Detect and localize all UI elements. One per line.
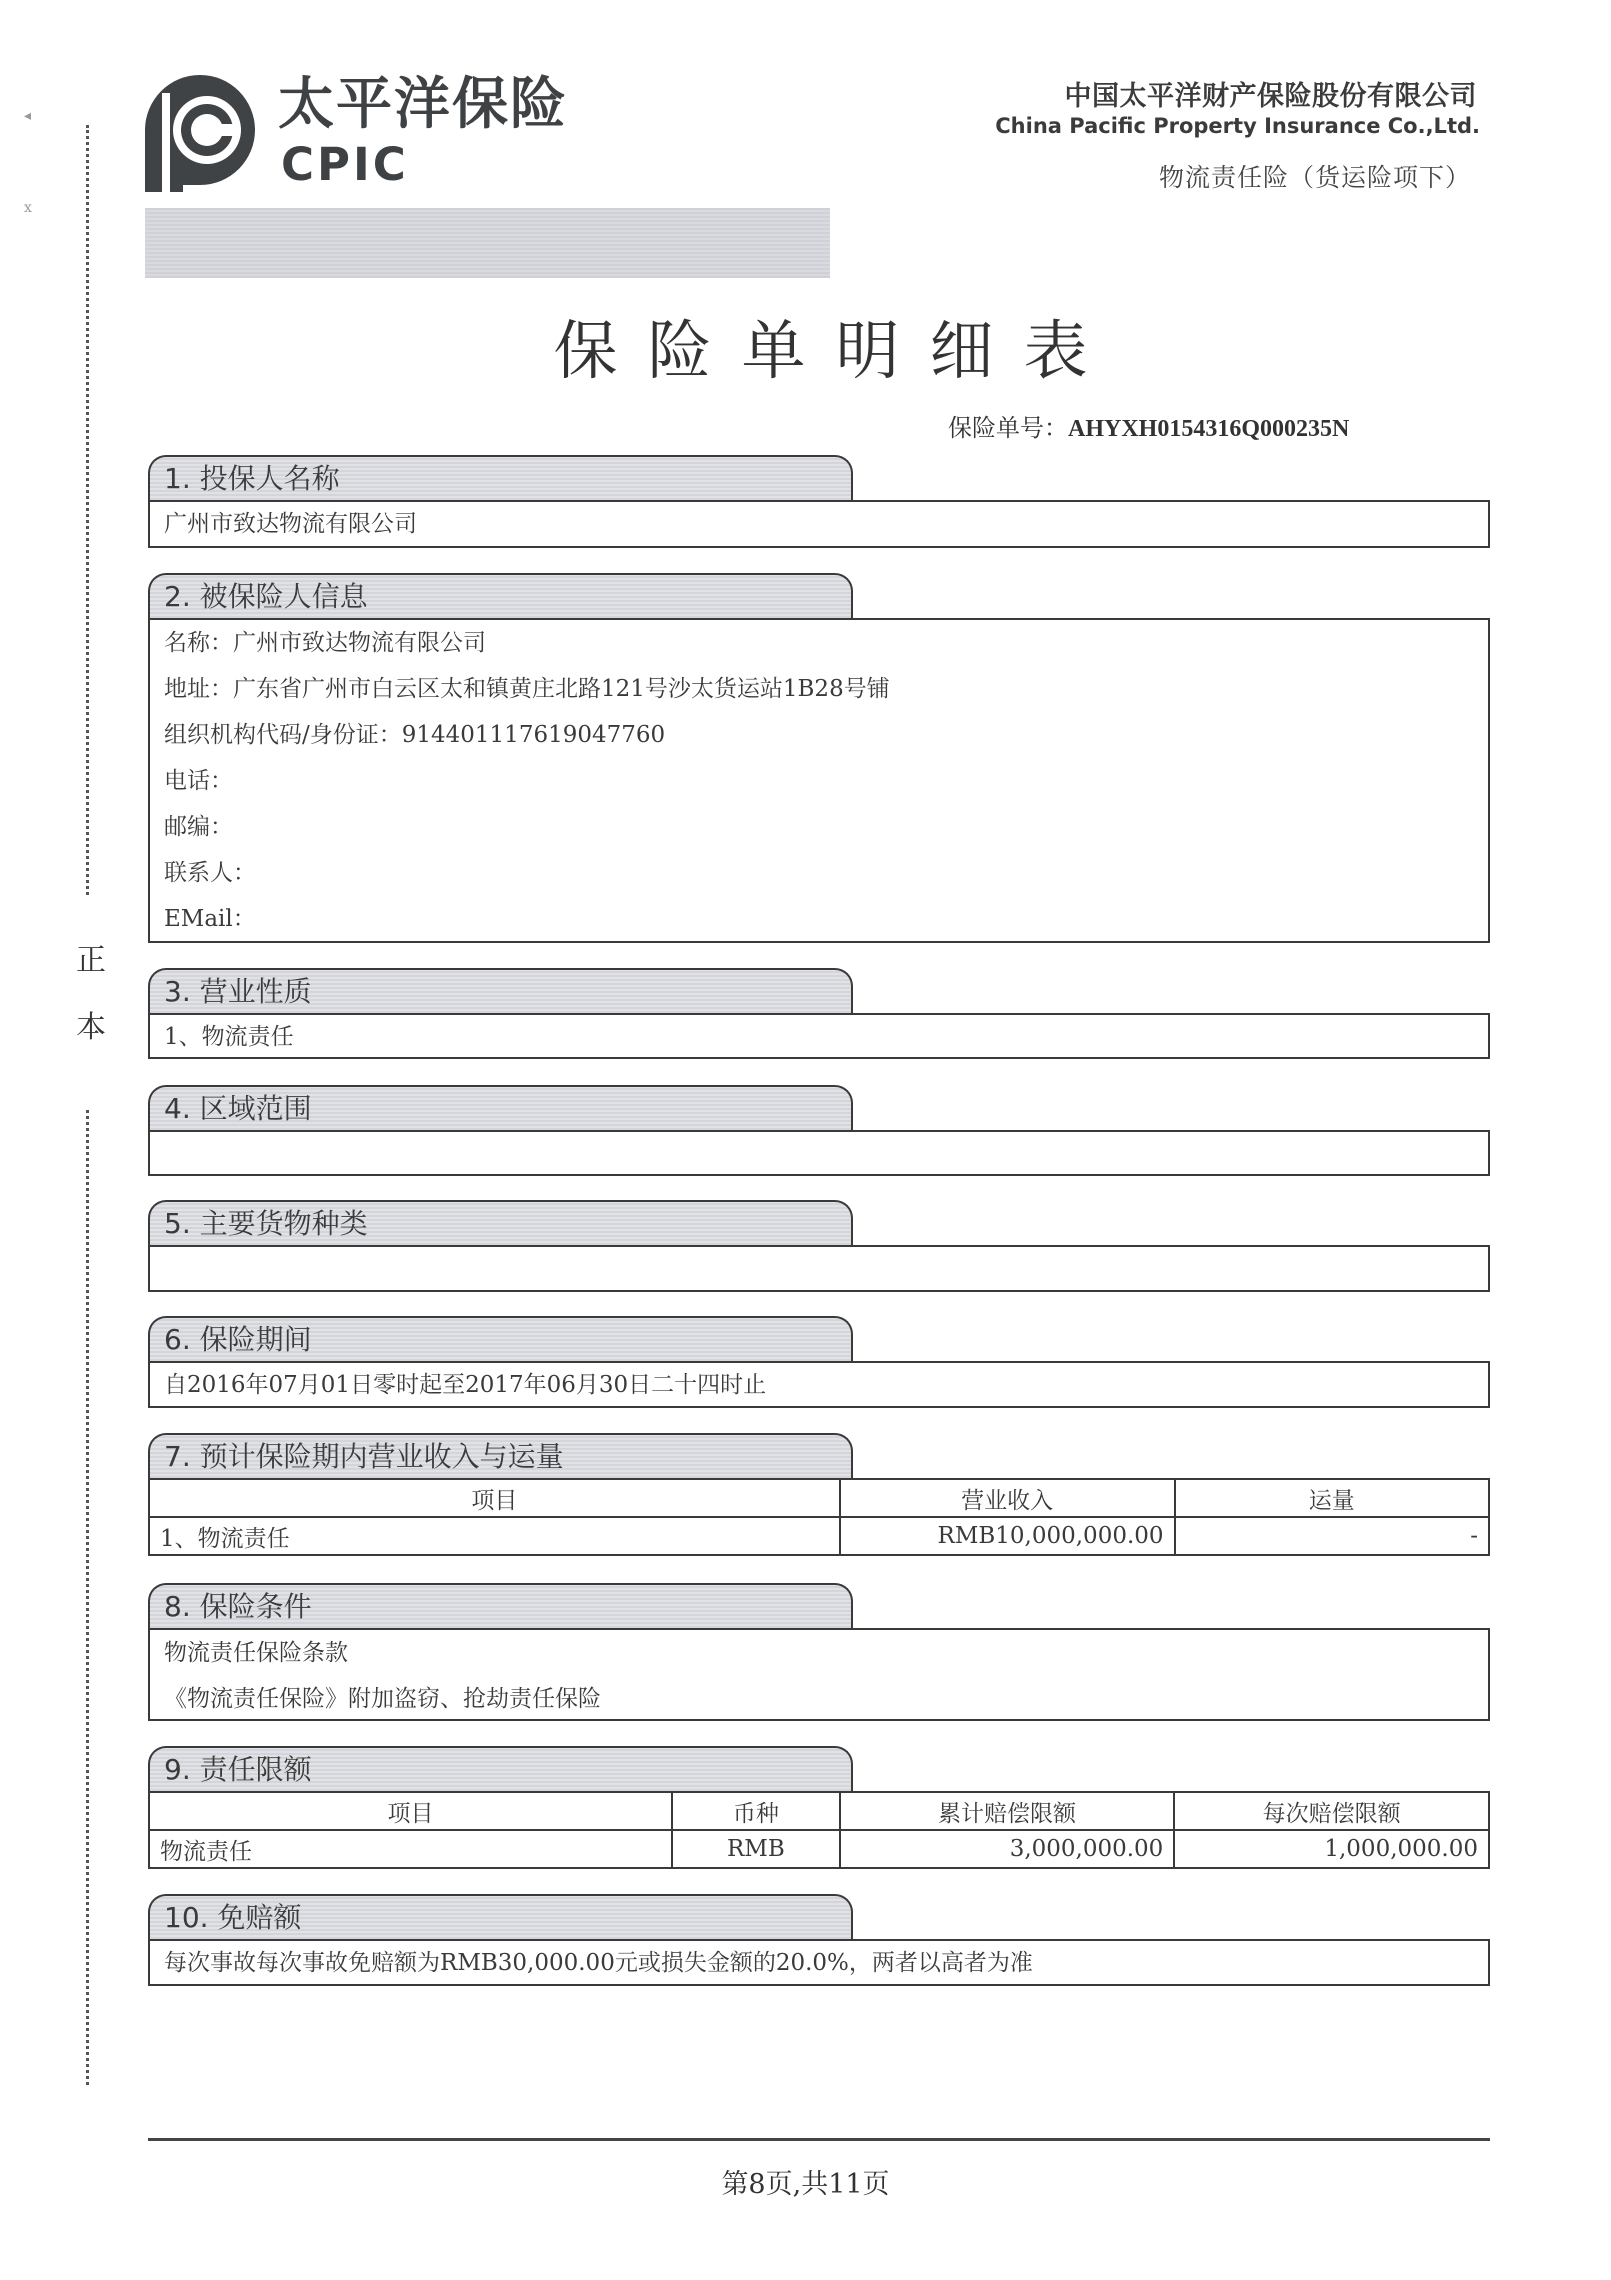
page-number: 第8页,共11页 (721, 2169, 890, 2200)
section-8-header: 8. 保险条件 (148, 1583, 853, 1628)
company-name-en: China Pacific Property Insurance Co.,Ltd. (995, 114, 1480, 138)
cell-aggregate-limit: 3,000,000.00 (840, 1830, 1175, 1868)
brand-name-cn: 太平洋保险 (278, 72, 568, 137)
section-2-header: 2. 被保险人信息 (148, 573, 853, 618)
business-nature: 1、物流责任 (164, 1024, 294, 1050)
original-copy-char-1: 正 (76, 943, 106, 978)
col-header-aggregate-limit: 累计赔偿限额 (840, 1792, 1175, 1830)
section-10-header: 10. 免赔额 (148, 1894, 853, 1939)
section-9-header: 9. 责任限额 (148, 1746, 853, 1791)
section-5-body (148, 1245, 1490, 1292)
deductible-text: 每次事故每次事故免赔额为RMB30,000.00元或损失金额的20.0%，两者以高者为准 (164, 1950, 1033, 1976)
policy-number-label: 保险单号： (948, 414, 1068, 442)
margin-mark: ◂ (24, 108, 32, 124)
section-2-body (148, 618, 1490, 943)
revenue-volume-table (148, 1478, 1490, 1556)
insured-contact: 联系人： (164, 860, 256, 886)
section-4-body (148, 1130, 1490, 1176)
footer-divider (148, 2138, 1490, 2141)
col-header-revenue: 营业收入 (840, 1479, 1175, 1517)
policy-number-value: AHYXH0154316Q000235N (1068, 416, 1350, 442)
cell-per-occurrence-limit: 1,000,000.00 (1174, 1830, 1489, 1868)
table-row (149, 1830, 1489, 1868)
table-header-row (149, 1479, 1489, 1517)
section-3-body (148, 1013, 1490, 1059)
col-header-volume: 运量 (1175, 1479, 1489, 1517)
col-header-currency: 币种 (672, 1792, 840, 1830)
insured-postcode: 邮编： (164, 814, 233, 840)
applicant-name: 广州市致达物流有限公司 (164, 511, 417, 537)
section-4-header: 4. 区域范围 (148, 1085, 853, 1130)
additional-clause: 《物流责任保险》附加盗窃、抢劫责任保险 (164, 1686, 601, 1712)
insured-email: EMail： (164, 906, 256, 932)
insured-phone: 电话： (164, 768, 233, 794)
insured-name: 名称：广州市致达物流有限公司 (164, 630, 486, 656)
section-7-header: 7. 预计保险期内营业收入与运量 (148, 1433, 853, 1478)
section-8-body (148, 1628, 1490, 1721)
coverage-region (150, 1132, 1488, 1176)
section-10-body (148, 1939, 1490, 1986)
insurance-period: 自2016年07月01日零时起至2017年06月30日二十四时止 (164, 1372, 767, 1398)
col-header-item: 项目 (149, 1479, 840, 1517)
binding-dotted-line (86, 125, 89, 895)
cell-item: 1、物流责任 (149, 1517, 840, 1555)
cpic-logo-icon (145, 75, 257, 192)
cell-item: 物流责任 (149, 1830, 672, 1868)
product-name: 物流责任险（货运险项下） (1158, 163, 1471, 192)
section-3-header: 3. 营业性质 (148, 968, 853, 1013)
section-6-body (148, 1361, 1490, 1408)
insured-address: 地址：广东省广州市白云区太和镇黄庄北路121号沙太货运站1B28号铺 (164, 676, 890, 702)
cargo-types (150, 1247, 1488, 1291)
section-5-header: 5. 主要货物种类 (148, 1200, 853, 1245)
brand-name-en: CPIC (281, 138, 409, 191)
redacted-bar (145, 208, 830, 278)
cell-currency: RMB (672, 1830, 840, 1868)
original-copy-char-2: 本 (76, 1010, 106, 1045)
liability-limit-table (148, 1791, 1490, 1869)
binding-dotted-line (86, 1110, 89, 2085)
insured-org-code: 组织机构代码/身份证：914401117619047760 (164, 722, 666, 748)
table-header-row (149, 1792, 1489, 1830)
col-header-item: 项目 (149, 1792, 672, 1830)
cell-volume: - (1175, 1517, 1489, 1555)
table-row (149, 1517, 1489, 1555)
section-1-header: 1. 投保人名称 (148, 455, 853, 500)
section-6-header: 6. 保险期间 (148, 1316, 853, 1361)
section-1-body (148, 500, 1490, 548)
policy-number (948, 408, 1349, 443)
insurance-clause: 物流责任保险条款 (164, 1640, 348, 1666)
margin-mark: x (24, 200, 32, 216)
cell-revenue: RMB10,000,000.00 (840, 1517, 1175, 1555)
company-name-cn: 中国太平洋财产保险股份有限公司 (1064, 81, 1477, 112)
page-title: 保险单明细表 (553, 315, 1118, 389)
col-header-per-occurrence-limit: 每次赔偿限额 (1174, 1792, 1489, 1830)
